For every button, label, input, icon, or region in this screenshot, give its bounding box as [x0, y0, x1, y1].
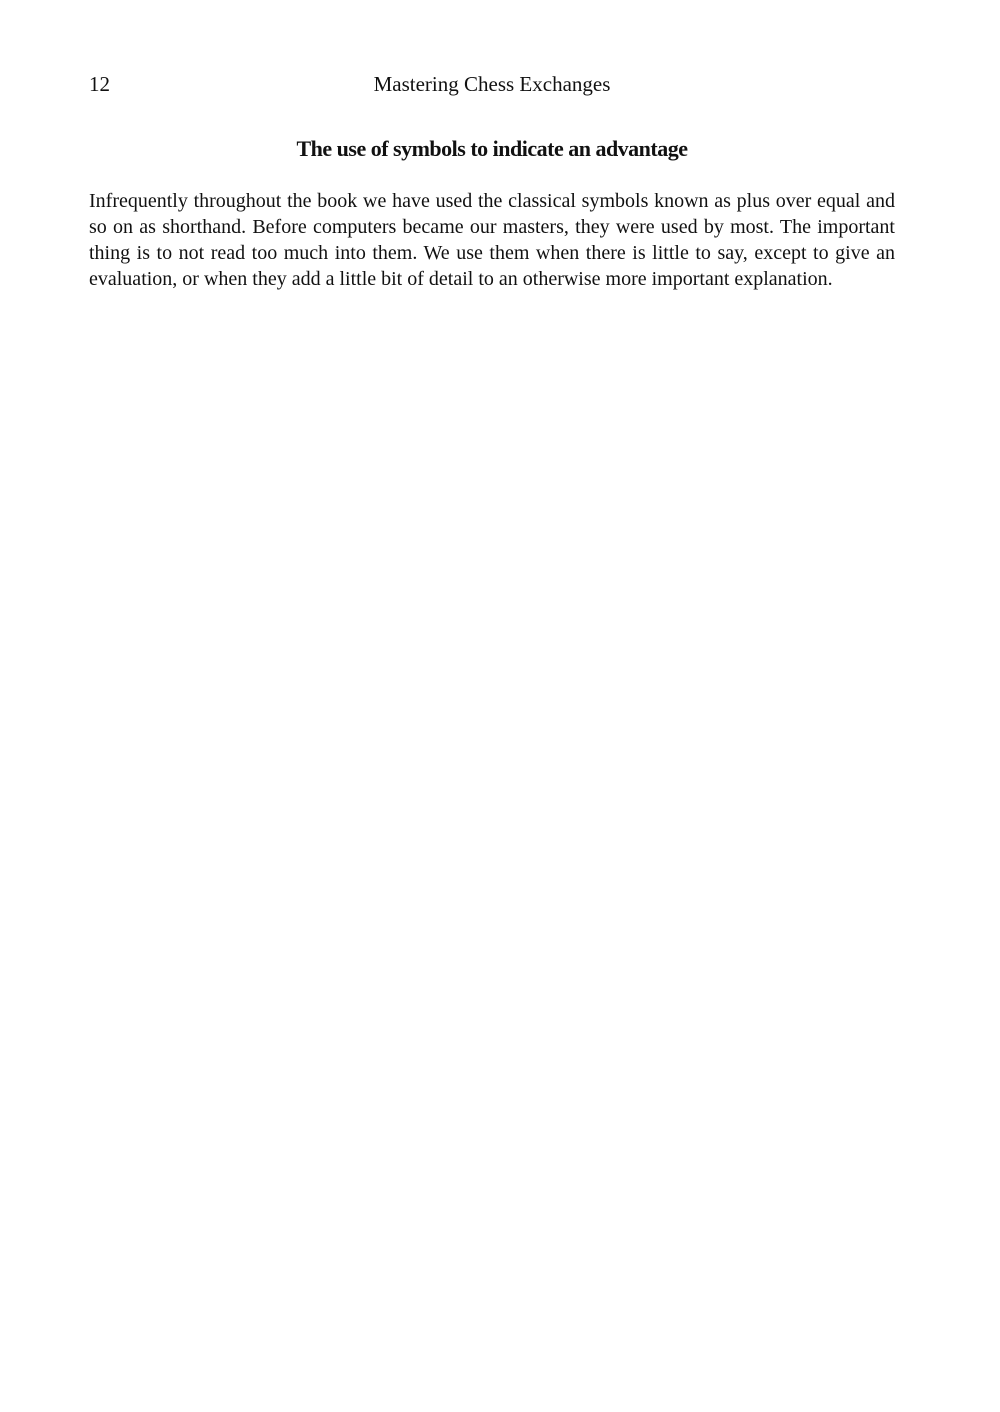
- running-title: Mastering Chess Exchanges: [373, 72, 611, 96]
- section-heading: The use of symbols to indicate an advantage: [296, 136, 688, 161]
- body-paragraph: Infrequently throughout the book we have used the classical symbols known as plus over equal and so on as shorthand. Before computers became our masters, they were used by most. The important thing is to not read too much into them. We use them when there is little to say, except to give an evaluation, or when they add a little bit of detail to an otherwise more important explanation.: [89, 190, 895, 290]
- page-number: 12: [89, 72, 110, 96]
- running-header: [89, 70, 895, 100]
